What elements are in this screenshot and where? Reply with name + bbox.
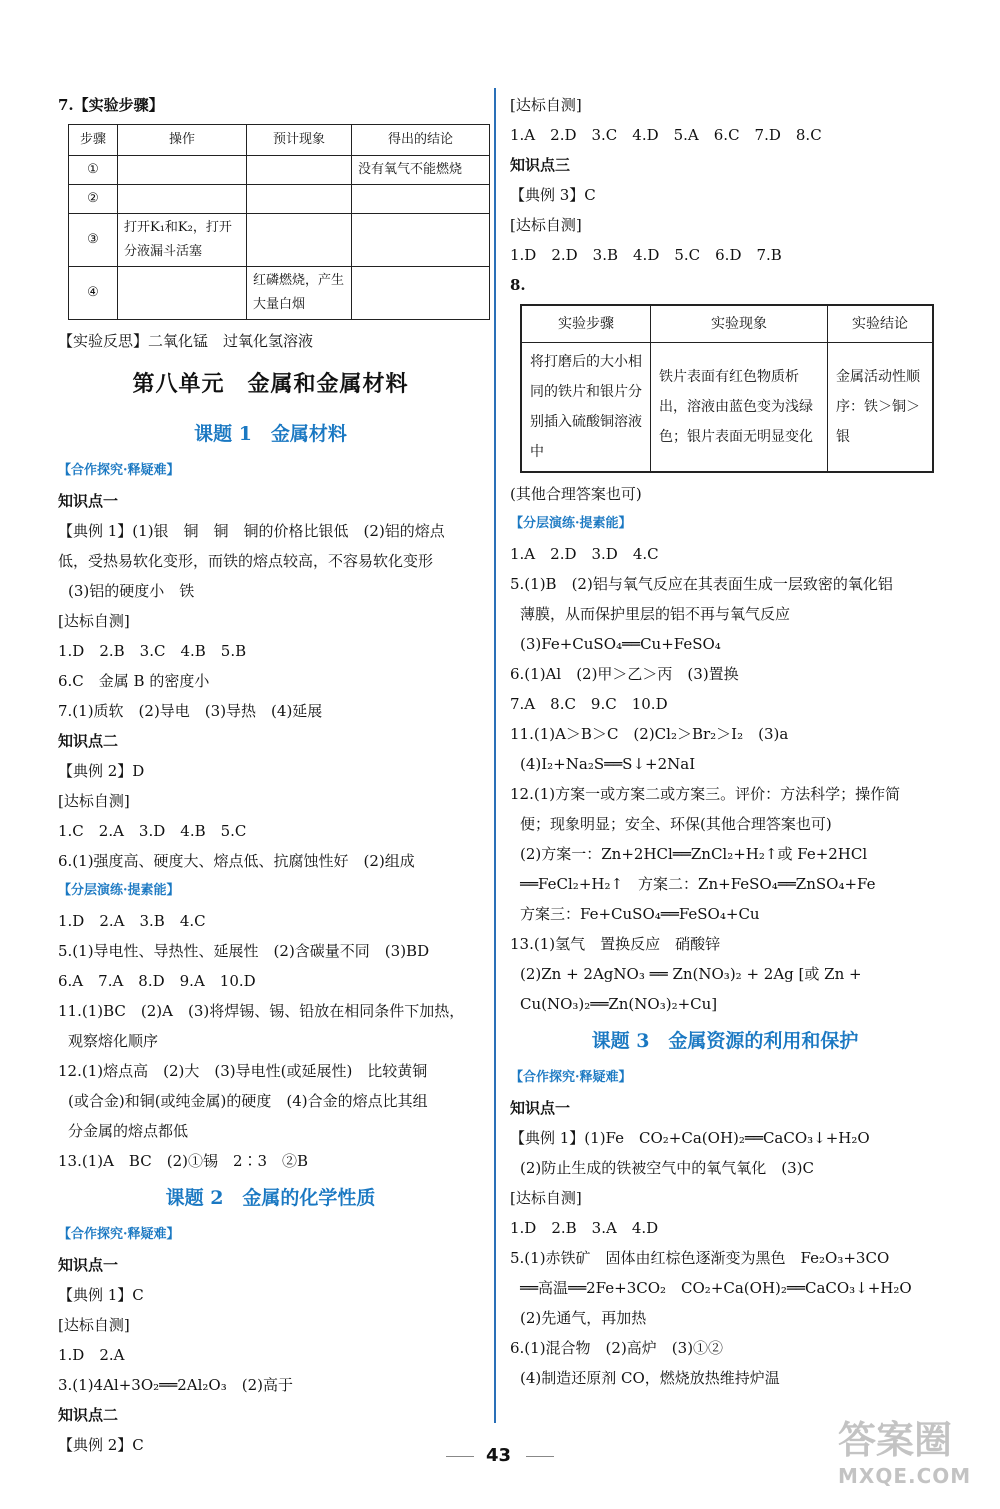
section-tag: 【分层演练·提素能】 xyxy=(510,516,632,531)
answer-line: 1.D 2.B 3.A 4.D xyxy=(510,1219,659,1237)
answer-line: (2)防止生成的铁被空气中的氧气氧化 (3)C xyxy=(520,1159,814,1177)
section-tag: 【合作探究·释疑难】 xyxy=(510,1070,632,1085)
answer-line: 5.(1)B (2)铝与氧气反应在其表面生成一层致密的氧化铝 xyxy=(510,575,893,593)
table-header-cell: 实验现象 xyxy=(651,305,828,343)
table-header-row xyxy=(69,125,490,156)
experiment-result-table xyxy=(520,304,934,473)
table-cell xyxy=(118,267,247,320)
answer-line: 便；现象明显；安全、环保(其他合理答案也可) xyxy=(520,815,832,833)
answer-line: 6.C 金属 B 的密度小 xyxy=(58,672,210,690)
answer-line: (3)Fe+CuSO₄══Cu+FeSO₄ xyxy=(520,635,721,653)
answer-line: (3)铝的硬度小 铁 xyxy=(68,582,195,600)
answer-line: (4)制造还原剂 CO，燃烧放热维持炉温 xyxy=(520,1369,780,1387)
table-cell: 打开K₁和K₂，打开分液漏斗活塞 xyxy=(118,214,247,267)
self-test-label: [达标自测] xyxy=(58,792,130,810)
answer-line: 【典例 2】C xyxy=(58,1436,144,1454)
answer-line: 12.(1)方案一或方案二或方案三。评价：方法科学；操作简 xyxy=(510,785,901,803)
table-cell: 铁片表面有红色物质析出，溶液由蓝色变为浅绿色；银片表面无明显变化 xyxy=(651,343,828,473)
answer-line: 薄膜，从而保护里层的铝不再与氧气反应 xyxy=(520,605,791,623)
answer-line: 【典例 3】C xyxy=(510,186,596,204)
table-cell xyxy=(352,267,490,320)
section-tag: 【合作探究·释疑难】 xyxy=(58,1227,180,1242)
answer-line: 【典例 2】D xyxy=(58,762,145,780)
answer-line: 6.(1)Al (2)甲＞乙＞丙 (3)置换 xyxy=(510,665,739,683)
self-test-label: [达标自测] xyxy=(510,1189,582,1207)
section-tag: 【分层演练·提素能】 xyxy=(58,883,180,898)
answer-line: (或合金)和铜(或纯金属)的硬度 (4)合金的熔点比其组 xyxy=(68,1092,428,1110)
table-cell: ③ xyxy=(69,214,118,267)
answer-line: 1.A 2.D 3.C 4.D 5.A 6.C 7.D 8.C xyxy=(510,126,822,144)
footer-dash-left xyxy=(446,1456,474,1457)
answer-line: (2)Zn + 2AgNO₃ ══ Zn(NO₃)₂ + 2Ag [或 Zn + xyxy=(520,965,862,983)
table-cell xyxy=(352,214,490,267)
table-header-cell: 预计现象 xyxy=(247,125,352,156)
table-cell: 金属活动性顺序：铁＞铜＞银 xyxy=(828,343,934,473)
table-cell xyxy=(118,185,247,214)
answer-line: ══高温══2Fe+3CO₂ CO₂+Ca(OH)₂══CaCO₃↓+H₂O xyxy=(520,1279,912,1297)
table-cell: 红磷燃烧，产生大量白烟 xyxy=(247,267,352,320)
knowledge-point: 知识点一 xyxy=(58,492,119,510)
table-cell xyxy=(118,156,247,185)
table-row xyxy=(69,156,490,185)
answer-line: 6.A 7.A 8.D 9.A 10.D xyxy=(58,972,256,990)
self-test-label: [达标自测] xyxy=(510,216,582,234)
lesson-title: 课题 2 金属的化学性质 xyxy=(165,1187,376,1209)
answer-line: 低，受热易软化变形，而铁的熔点较高，不容易软化变形 xyxy=(58,552,434,570)
page-number: 43 xyxy=(486,1445,512,1466)
table-header-cell: 步骤 xyxy=(69,125,118,156)
answer-line: 13.(1)A BC (2)①锡 2∶3 ②B xyxy=(58,1152,309,1170)
answer-line: 1.D 2.D 3.B 4.D 5.C 6.D 7.B xyxy=(510,246,782,264)
self-test-label: [达标自测] xyxy=(58,612,130,630)
right-column xyxy=(510,90,940,1393)
watermark-url: MXQE.COM xyxy=(838,1464,972,1488)
watermark-text: 答案圈 xyxy=(838,1418,953,1462)
answer-line: 分金属的熔点都低 xyxy=(68,1122,189,1140)
table-cell xyxy=(247,214,352,267)
q7-heading: 7.【实验步骤】 xyxy=(58,96,164,114)
table-row xyxy=(521,343,933,473)
answer-line: (4)I₂+Na₂S══S↓+2NaI xyxy=(520,755,696,773)
table-cell xyxy=(352,185,490,214)
answer-line: 1.D 2.A 3.B 4.C xyxy=(58,912,206,930)
watermark-logo xyxy=(838,1409,978,1499)
knowledge-point: 知识点三 xyxy=(510,156,571,174)
table-cell: 没有氧气不能燃烧 xyxy=(352,156,490,185)
answer-line: ══FeCl₂+H₂↑ 方案二：Zn+FeSO₄══ZnSO₄+Fe xyxy=(520,875,876,893)
answer-line: 6.(1)强度高、硬度大、熔点低、抗腐蚀性好 (2)组成 xyxy=(58,852,415,870)
answer-line: 7.A 8.C 9.C 10.D xyxy=(510,695,668,713)
unit-title: 第八单元 金属和金属材料 xyxy=(132,371,409,397)
self-test-label: [达标自测] xyxy=(510,96,582,114)
table-cell: ④ xyxy=(69,267,118,320)
answer-line: 方案三：Fe+CuSO₄══FeSO₄+Cu xyxy=(520,905,760,923)
answer-line: 【典例 1】C xyxy=(58,1286,144,1304)
column-divider xyxy=(494,88,496,1423)
knowledge-point: 知识点一 xyxy=(58,1256,119,1274)
left-column xyxy=(58,90,483,1460)
section-tag: 【合作探究·释疑难】 xyxy=(58,463,180,478)
table-cell: 将打磨后的大小相同的铁片和银片分别插入硫酸铜溶液中 xyxy=(521,343,651,473)
answer-line: 【典例 1】(1)Fe CO₂+Ca(OH)₂══CaCO₃↓+H₂O xyxy=(510,1129,870,1147)
answer-line: Cu(NO₃)₂══Zn(NO₃)₂+Cu] xyxy=(520,995,718,1013)
lesson-title: 课题 1 金属材料 xyxy=(194,423,347,445)
answer-line: 11.(1)BC (2)A (3)将焊锡、锡、铅放在相同条件下加热， xyxy=(58,1002,465,1020)
answer-line: 5.(1)赤铁矿 固体由红棕色逐渐变为黑色 Fe₂O₃+3CO xyxy=(510,1249,890,1267)
table-row xyxy=(69,214,490,267)
answer-line: 1.C 2.A 3.D 4.B 5.C xyxy=(58,822,247,840)
table-row xyxy=(69,185,490,214)
table-cell: ② xyxy=(69,185,118,214)
self-test-label: [达标自测] xyxy=(58,1316,130,1334)
answer-line: 1.A 2.D 3.D 4.C xyxy=(510,545,659,563)
table-row xyxy=(69,267,490,320)
reflection-answer: 【实验反思】二氧化锰 过氧化氢溶液 xyxy=(58,332,314,350)
answer-line: (2)方案一：Zn+2HCl══ZnCl₂+H₂↑或 Fe+2HCl xyxy=(520,845,868,863)
answer-line: (2)先通气，再加热 xyxy=(520,1309,647,1327)
answer-line: 1.D 2.B 3.C 4.B 5.B xyxy=(58,642,247,660)
answer-line: 12.(1)熔点高 (2)大 (3)导电性(或延展性) 比较黄铜 xyxy=(58,1062,428,1080)
table-header-cell: 操作 xyxy=(118,125,247,156)
table-header-cell: 实验步骤 xyxy=(521,305,651,343)
answer-line: 1.D 2.A xyxy=(58,1346,125,1364)
answer-line: 13.(1)氢气 置换反应 硝酸锌 xyxy=(510,935,721,953)
footer-dash-right xyxy=(526,1456,554,1457)
lesson-title: 课题 3 金属资源的利用和保护 xyxy=(591,1030,859,1052)
answer-line: 11.(1)A＞B＞C (2)Cl₂＞Br₂＞I₂ (3)a xyxy=(510,725,789,743)
answer-line: 6.(1)混合物 (2)高炉 (3)①② xyxy=(510,1339,724,1357)
knowledge-point: 知识点一 xyxy=(510,1099,571,1117)
answer-line: 7.(1)质软 (2)导电 (3)导热 (4)延展 xyxy=(58,702,323,720)
table-header-cell: 实验结论 xyxy=(828,305,934,343)
table-cell: ① xyxy=(69,156,118,185)
answer-line: 【典例 1】(1)银 铜 铜 铜的价格比银低 (2)铝的熔点 xyxy=(58,522,445,540)
answer-line: 5.(1)导电性、导热性、延展性 (2)含碳量不同 (3)BD xyxy=(58,942,430,960)
table-cell xyxy=(247,156,352,185)
question-number: 8. xyxy=(510,276,526,294)
knowledge-point: 知识点二 xyxy=(58,732,119,750)
table-header-row xyxy=(521,305,933,343)
answer-line: 观察熔化顺序 xyxy=(68,1032,159,1050)
experiment-steps-table xyxy=(68,124,490,320)
table-header-cell: 得出的结论 xyxy=(352,125,490,156)
note-line: (其他合理答案也可) xyxy=(510,485,642,503)
knowledge-point: 知识点二 xyxy=(58,1406,119,1424)
table-cell xyxy=(247,185,352,214)
answer-line: 3.(1)4Al+3O₂══2Al₂O₃ (2)高于 xyxy=(58,1376,293,1394)
